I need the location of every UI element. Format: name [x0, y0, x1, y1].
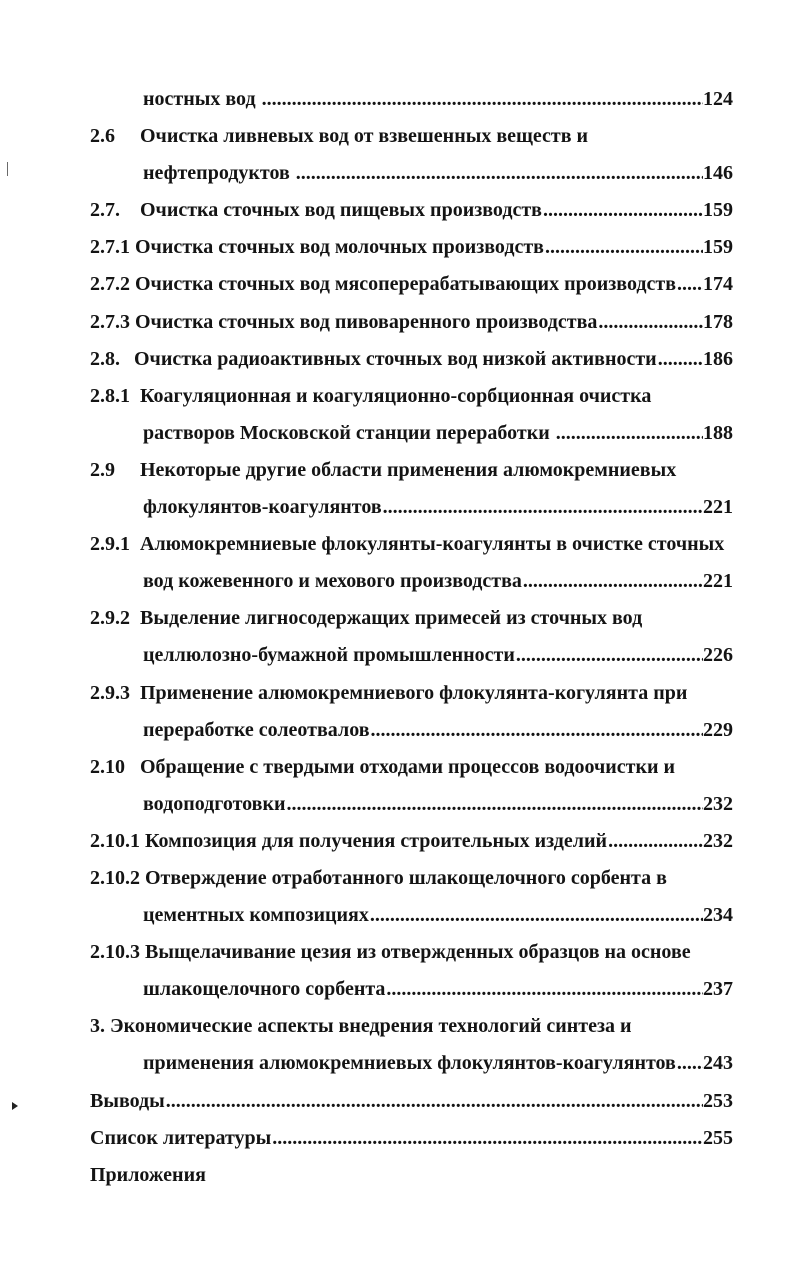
scan-artifact-arrow-icon [12, 1102, 18, 1110]
toc-row [90, 637, 733, 674]
toc-entry-title: Коагуляционная и коагуляционно-сорбционная очистка [140, 384, 652, 407]
toc-page-number: 124 [703, 88, 733, 110]
toc-entry-title: флокулянтов-коагулянтов [143, 496, 382, 519]
dot-leader [658, 341, 703, 378]
toc-entry-title: Очистка радиоактивных сточных вод низкой активности [134, 347, 657, 370]
toc-entry-title: нефтепродуктов [143, 162, 290, 185]
toc-section-number: 2.9.1 [90, 533, 130, 556]
toc-page-number: 237 [703, 978, 733, 1001]
toc-page-number: 178 [703, 310, 733, 333]
dot-leader [598, 304, 703, 341]
dot-leader [370, 897, 703, 934]
dot-leader [371, 712, 704, 749]
toc-row [90, 341, 733, 378]
toc-row [90, 489, 733, 526]
toc-entry-title: Приложения [90, 1163, 206, 1186]
toc-row [90, 155, 733, 192]
toc-section-number: 3. [90, 1015, 105, 1038]
toc-row [90, 452, 733, 489]
toc-row [90, 860, 733, 897]
dot-leader [545, 229, 703, 266]
toc-entry-title: Очистка сточных вод пивоваренного производства [135, 310, 598, 333]
toc-entry-title: водоподготовки [143, 792, 286, 815]
toc-section-number: 2.7.3 [90, 310, 130, 333]
toc-entry-title: вод кожевенного и мехового производства [143, 570, 522, 593]
toc-row [90, 749, 733, 786]
toc-row [90, 1045, 733, 1082]
toc-section-number: 2.10 [90, 755, 125, 778]
toc-row [90, 229, 733, 266]
toc-section-number: 2.8. [90, 347, 120, 370]
toc-page-number: 221 [703, 496, 733, 519]
dot-leader [556, 415, 703, 452]
toc-page-number: 159 [703, 236, 733, 259]
toc-entry-title: Выводы [90, 1089, 165, 1112]
toc-entry-title: цементных композициях [143, 904, 369, 927]
toc-entry-title: Алюмокремниевые флокулянты-коагулянты в очистке сточных [140, 533, 725, 556]
toc-entry-title: Экономические аспекты внедрения технологий синтеза и [110, 1015, 632, 1038]
toc-section-number: 2.10.3 [90, 941, 140, 964]
dot-leader [383, 489, 703, 526]
toc-entry-title: Очистка сточных вод пищевых производств [140, 199, 542, 222]
toc-row [90, 192, 733, 229]
toc-row [90, 1157, 733, 1194]
toc-row [90, 600, 733, 637]
toc-row [90, 304, 733, 341]
toc-entry-title: Очистка сточных вод мясоперерабатывающих производств [135, 273, 676, 296]
toc-entry-title: Некоторые другие области применения алюмокремниевых [140, 458, 677, 481]
toc-section-number: 2.10.2 [90, 866, 140, 889]
toc-row [90, 675, 733, 712]
toc-section-number: 2.9 [90, 458, 115, 481]
toc-row [90, 823, 733, 860]
toc-page-number: 243 [703, 1052, 733, 1075]
toc-entry-title: Обращение с твердыми отходами процессов водоочистки и [140, 755, 676, 778]
toc-entry-title: целлюлозно-бумажной промышленности [143, 644, 515, 667]
toc-entry-title: Применение алюмокремниевого флокулянта-когулянта при [140, 681, 688, 704]
toc-entry-title: применения алюмокремниевых флокулянтов-коагулянтов [143, 1052, 676, 1075]
dot-leader [287, 786, 704, 823]
toc-page-number: 186 [703, 347, 733, 370]
toc-page-number: 255 [703, 1126, 733, 1149]
toc-section-number: 2.7.2 [90, 273, 130, 296]
toc-entry-title: Выщелачивание цезия из отвержденных образцов на основе [145, 941, 691, 964]
toc-row [90, 378, 733, 415]
dot-leader [608, 823, 703, 860]
toc-section-number: 2.10.1 [90, 829, 140, 852]
toc-section-number: 2.7. [90, 199, 120, 222]
toc-page-number: 159 [703, 199, 733, 222]
dot-leader [516, 637, 703, 674]
toc-entry-title: растворов Московской станции переработки [143, 421, 550, 444]
toc-entry-title: Очистка сточных вод молочных производств [135, 236, 544, 259]
toc-row [90, 415, 733, 452]
toc-page-number: 188 [703, 421, 733, 444]
scan-artifact-mark [7, 162, 8, 176]
toc-section-number: 2.9.3 [90, 681, 130, 704]
dot-leader [386, 971, 703, 1008]
toc-row [90, 266, 733, 303]
toc-entry-title: Выделение лигносодержащих примесей из сточных вод [140, 607, 643, 630]
dot-leader [272, 1120, 703, 1157]
dot-leader [677, 266, 703, 303]
toc-entry-title: переработке солеотвалов [143, 718, 370, 741]
toc-row [90, 1008, 733, 1045]
toc-row [90, 1120, 733, 1157]
toc-row [90, 118, 733, 155]
dot-leader [543, 192, 703, 229]
dot-leader [296, 155, 703, 192]
toc-row [90, 526, 733, 563]
dot-leader [677, 1045, 703, 1082]
toc-row [90, 934, 733, 971]
toc-page-number: 234 [703, 904, 733, 927]
toc-section-number: 2.6 [90, 125, 115, 148]
toc-row [90, 712, 733, 749]
toc-page-number: 229 [703, 718, 733, 741]
toc-row [90, 563, 733, 600]
toc-entry-title: Композиция для получения строительных изделий [145, 829, 608, 852]
toc-page-number: 232 [703, 829, 733, 852]
toc-entry-title: Список литературы [90, 1126, 272, 1149]
toc-section-number: 2.8.1 [90, 384, 130, 407]
toc-entry-title: Очистка ливневых вод от взвешенных веществ и [140, 125, 589, 148]
toc-entry-title: ностных вод [143, 88, 256, 110]
toc-row [90, 1083, 733, 1120]
toc-section-number: 2.9.2 [90, 607, 130, 630]
toc-page-number: 146 [703, 162, 733, 185]
toc-page-number: 232 [703, 792, 733, 815]
dot-leader [166, 1083, 703, 1120]
toc-row [90, 897, 733, 934]
toc-row [90, 786, 733, 823]
toc-page-number: 253 [703, 1089, 733, 1112]
toc-entry-title: шлакощелочного сорбента [143, 978, 386, 1001]
toc-page-number: 226 [703, 644, 733, 667]
dot-leader [523, 563, 703, 600]
toc-row [90, 81, 733, 118]
toc-entry-title: Отверждение отработанного шлакощелочного сорбента в [145, 866, 667, 889]
toc-page-number: 174 [703, 273, 733, 296]
dot-leader [262, 81, 703, 118]
toc-page-number: 221 [703, 570, 733, 593]
table-of-contents [90, 81, 733, 1194]
toc-row [90, 971, 733, 1008]
toc-section-number: 2.7.1 [90, 236, 130, 259]
